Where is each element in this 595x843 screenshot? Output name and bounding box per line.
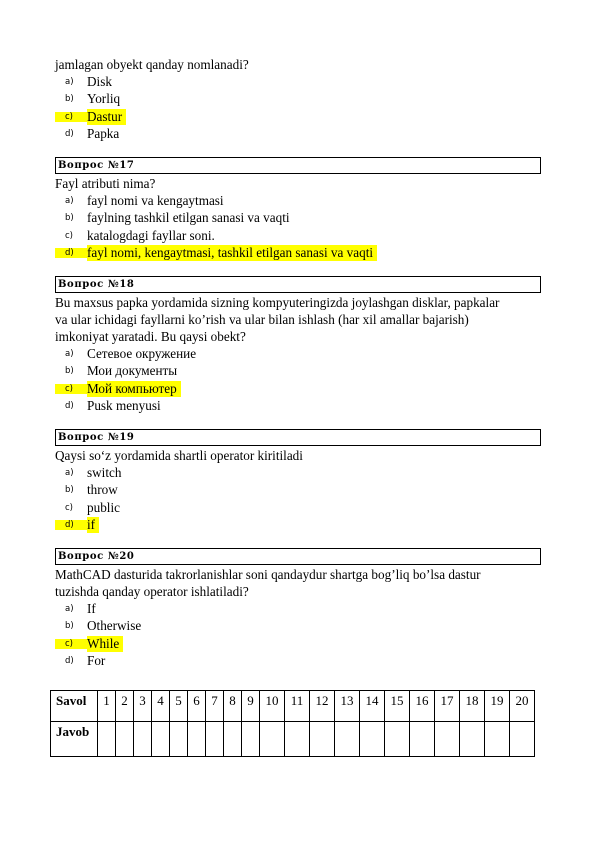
option-18-b[interactable]: b) Мои документы [65, 363, 178, 379]
option-18-d[interactable]: d) Pusk menyusi [65, 398, 161, 414]
question-20-text-line-2: tuzishda qanday operator ishlatiladi? [55, 584, 249, 599]
savol-label: Savol [51, 691, 98, 722]
answer-cell[interactable] [188, 722, 206, 757]
question-number-cell: 18 [460, 691, 485, 722]
question-18-text-line-3: imkoniyat yaratadi. Bu qaysi obekt? [55, 329, 246, 344]
question-number-cell: 16 [410, 691, 435, 722]
question-16-text: jamlagan obyekt qanday nomlanadi? [55, 57, 249, 72]
answer-table [50, 690, 535, 757]
answer-cell[interactable] [310, 722, 335, 757]
option-17-b[interactable]: b) faylning tashkil etilgan sanasi va vaqti [65, 210, 290, 226]
option-16-c-correct[interactable]: c) Dastur [55, 108, 541, 126]
answer-cell[interactable] [170, 722, 188, 757]
question-number-cell: 2 [116, 691, 134, 722]
question-number-cell: 14 [360, 691, 385, 722]
option-20-d[interactable]: d) For [65, 653, 106, 669]
option-16-a[interactable]: a) Disk [65, 73, 112, 89]
option-19-d-correct[interactable]: d) if [55, 517, 541, 535]
option-17-d-correct[interactable]: d) fayl nomi, kengaytmasi, tashkil etilgan sanasi va vaqti [55, 245, 541, 263]
answer-cell[interactable] [510, 722, 535, 757]
option-20-c-correct[interactable]: c) While [55, 635, 541, 653]
question-18-text-line-1: Bu maxsus papka yordamida sizning kompyuteringizda joylashgan disklar, papkalar [55, 295, 500, 310]
answer-cell[interactable] [206, 722, 224, 757]
question-19-header: Вопрос №19 [55, 429, 541, 446]
question-number-cell: 10 [260, 691, 285, 722]
option-19-b[interactable]: b) throw [65, 482, 118, 498]
answer-cell[interactable] [152, 722, 170, 757]
answer-table-answer-row [51, 722, 535, 757]
question-number-cell: 19 [485, 691, 510, 722]
question-number-cell: 13 [335, 691, 360, 722]
question-17-text: Fayl atributi nima? [55, 176, 156, 191]
option-20-b[interactable]: b) Otherwise [65, 618, 142, 634]
question-18-header: Вопрос №18 [55, 276, 541, 293]
answer-cell[interactable] [116, 722, 134, 757]
answer-cell[interactable] [410, 722, 435, 757]
option-16-b[interactable]: b) Yorliq [65, 91, 121, 107]
question-number-cell: 12 [310, 691, 335, 722]
question-number-cell: 6 [188, 691, 206, 722]
question-number-cell: 4 [152, 691, 170, 722]
question-number-cell: 3 [134, 691, 152, 722]
answer-cell[interactable] [260, 722, 285, 757]
option-18-a[interactable]: a) Сетевое окружение [65, 345, 197, 361]
answer-cell[interactable] [285, 722, 310, 757]
question-17-header: Вопрос №17 [55, 157, 541, 174]
question-number-cell: 17 [435, 691, 460, 722]
javob-label: Javob [51, 722, 98, 757]
answer-cell[interactable] [134, 722, 152, 757]
question-20-text-line-1: MathCAD dasturida takrorlanishlar soni qandaydur shartga bog’liq bo’lsa dastur [55, 567, 481, 582]
answer-cell[interactable] [385, 722, 410, 757]
option-20-a[interactable]: a) If [65, 600, 96, 616]
question-number-cell: 20 [510, 691, 535, 722]
answer-table-question-row [51, 691, 535, 722]
option-16-d[interactable]: d) Papka [65, 126, 120, 142]
option-18-c-correct[interactable]: c) Мой компьютер [55, 380, 541, 398]
answer-cell[interactable] [335, 722, 360, 757]
question-number-cell: 5 [170, 691, 188, 722]
option-17-c[interactable]: c) katalogdagi fayllar soni. [65, 227, 215, 243]
question-number-cell: 7 [206, 691, 224, 722]
option-17-a[interactable]: a) fayl nomi va kengaytmasi [65, 192, 224, 208]
answer-cell[interactable] [485, 722, 510, 757]
quiz-page [55, 56, 541, 670]
question-19-text: Qaysi so‘z yordamida shartli operator kiritiladi [55, 448, 303, 463]
question-20-header: Вопрос №20 [55, 548, 541, 565]
question-number-cell: 1 [98, 691, 116, 722]
option-19-a[interactable]: a) switch [65, 464, 122, 480]
question-number-cell: 11 [285, 691, 310, 722]
question-number-cell: 15 [385, 691, 410, 722]
answer-cell[interactable] [242, 722, 260, 757]
answer-cell[interactable] [435, 722, 460, 757]
answer-cell[interactable] [360, 722, 385, 757]
answer-cell[interactable] [460, 722, 485, 757]
question-18-text-line-2: va ular ichidagi fayllarni ko’rish va ular bilan ishlash (har xil amallar bajarish) [55, 312, 469, 327]
question-number-cell: 9 [242, 691, 260, 722]
question-number-cell: 8 [224, 691, 242, 722]
answer-cell[interactable] [224, 722, 242, 757]
option-19-c[interactable]: c) public [65, 499, 120, 515]
answer-cell[interactable] [98, 722, 116, 757]
